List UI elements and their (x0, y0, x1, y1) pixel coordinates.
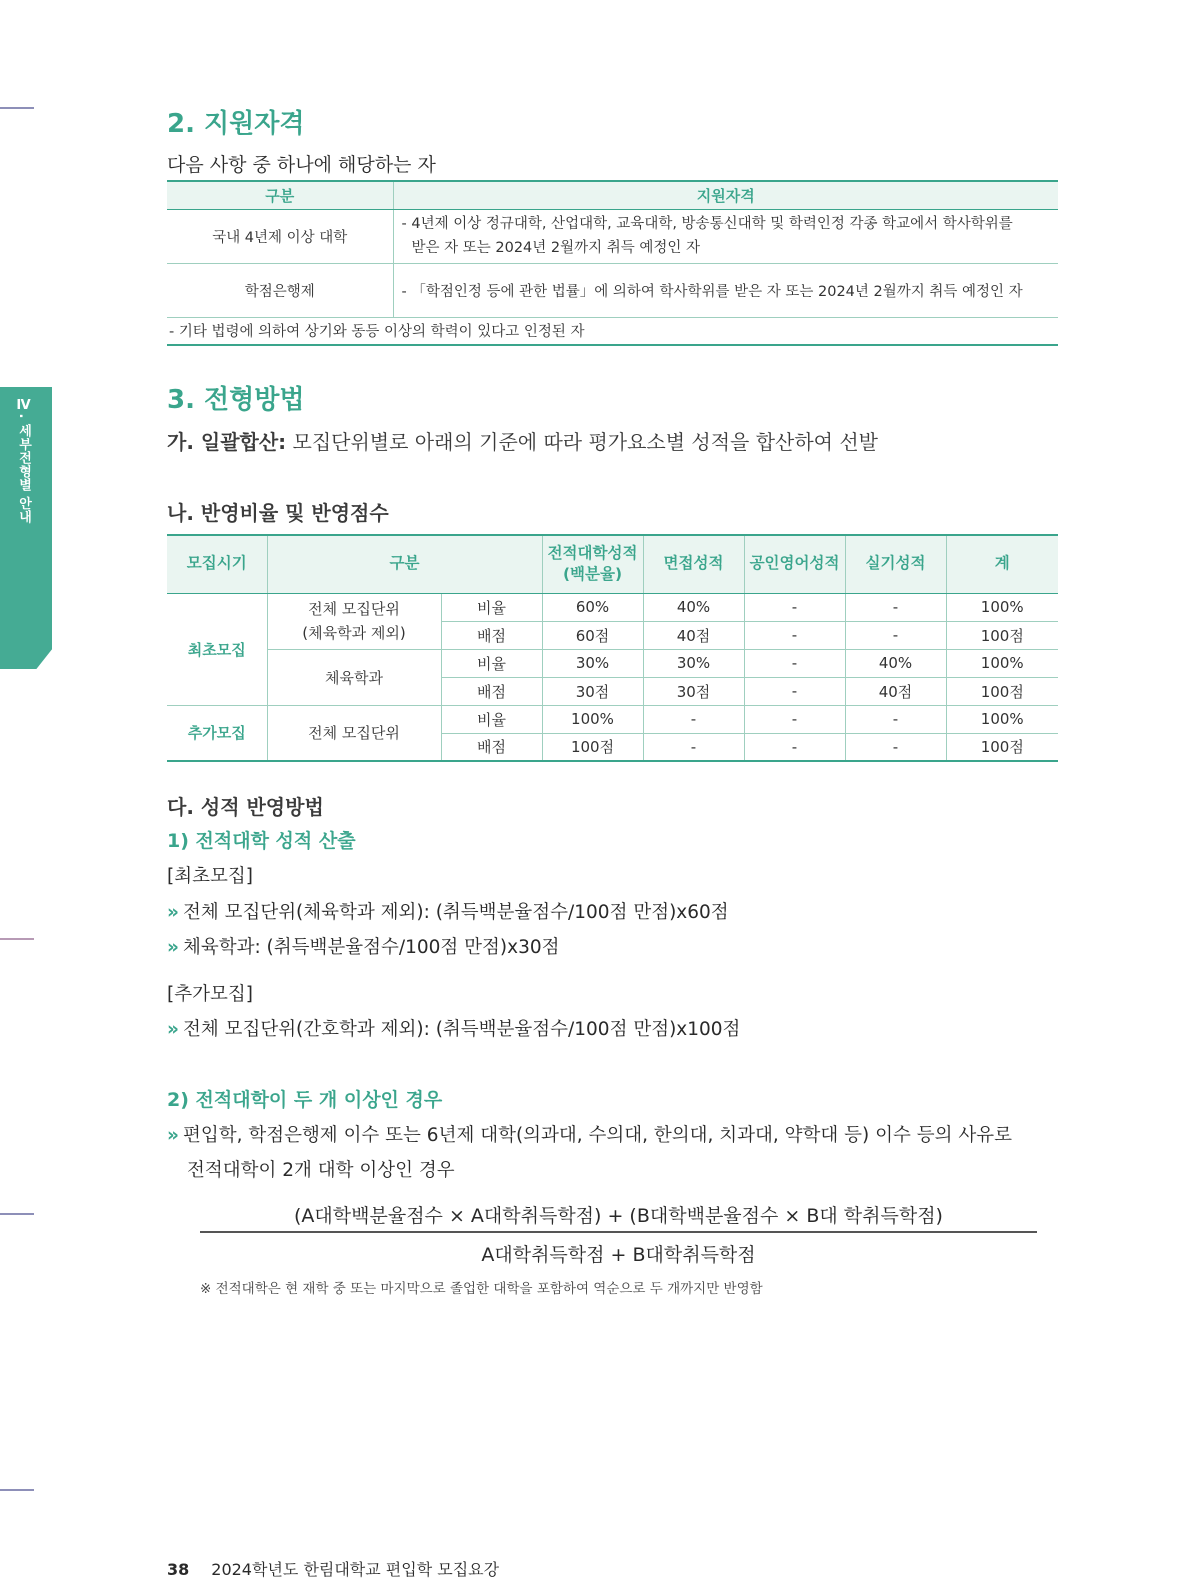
english-cell: - (744, 593, 845, 621)
interview-cell: - (643, 705, 744, 733)
ratio-header-practical: 실기성적 (845, 535, 946, 593)
ratio-header-english: 공인영어성적 (744, 535, 845, 593)
qual-line: 받은 자 또는 2024년 2월까지 취득 예정인 자 (411, 240, 700, 256)
ratio-header-transfer-line: (백분율) (562, 565, 623, 584)
practical-cell: 40점 (845, 677, 946, 705)
double-chevron-icon: » (167, 1125, 179, 1146)
practical-cell: - (845, 593, 946, 621)
practical-cell: - (845, 733, 946, 761)
ratio-header-category: 구분 (267, 535, 542, 593)
double-chevron-icon: » (167, 1019, 179, 1040)
transfer-cell: 100% (542, 705, 643, 733)
page-number: 38 (167, 1560, 190, 1579)
total-cell: 100% (946, 593, 1058, 621)
edge-mark (0, 107, 34, 109)
chapter-side-tab-label: Ⅳ. 세부전형별 안내 (16, 398, 31, 524)
qual-category: 학점은행제 (167, 263, 393, 317)
table-row (167, 209, 1058, 263)
calc-line (167, 898, 729, 924)
qual-category: 국내 4년제 이상 대학 (167, 209, 393, 263)
ratio-header-period: 모집시기 (167, 535, 267, 593)
section2-title: 2. 지원자격 (167, 109, 305, 139)
additional-recruit-label: [추가모집] (167, 984, 253, 1005)
ratio-table (167, 534, 1058, 762)
ratio-header-interview: 면접성적 (643, 535, 744, 593)
unit-general (267, 593, 441, 649)
unit-line: 전체 모집단위 (308, 600, 400, 618)
double-chevron-icon: » (167, 902, 179, 923)
section3-ga (167, 426, 878, 455)
table-row (167, 593, 1058, 621)
practical-cell: 40% (845, 649, 946, 677)
sub2-line (167, 1121, 1012, 1147)
table-row (167, 263, 1058, 317)
kind-cell: 비율 (441, 649, 542, 677)
qual-footer-row: - 기타 법령에 의하여 상기와 동등 이상의 학력이 있다고 인정된 자 (167, 317, 1058, 345)
transfer-cell: 30점 (542, 677, 643, 705)
section3-na-title: 나. 반영비율 및 반영점수 (167, 501, 389, 525)
double-chevron-icon: » (167, 937, 179, 958)
total-cell: 100% (946, 705, 1058, 733)
unit-line: (체육학과 제외) (302, 624, 406, 642)
transfer-cell: 60% (542, 593, 643, 621)
sub2-text: 편입학, 학점은행제 이수 또는 6년제 대학(의과대, 수의대, 한의대, 치과대, 약학대 등) 이수 등의 사유로 (182, 1125, 1012, 1146)
ratio-header-transfer-line: 전적대학성적 (547, 543, 638, 562)
formula-note: ※ 전적대학은 현 재학 중 또는 마지막으로 졸업한 대학을 포함하여 역순으로 두 개까지만 반영함 (200, 1281, 763, 1297)
table-row (167, 705, 1058, 733)
ratio-header-transfer (542, 535, 643, 593)
interview-cell: 40% (643, 593, 744, 621)
sub2-title: 2) 전적대학이 두 개 이상인 경우 (167, 1089, 443, 1111)
kind-cell: 비율 (441, 593, 542, 621)
formula-denominator: A대학취득학점 + B대학취득학점 (481, 1244, 756, 1266)
kind-cell: 비율 (441, 705, 542, 733)
formula-divider (200, 1231, 1037, 1233)
table-row (167, 649, 1058, 677)
ga-label: 가. 일괄합산: (167, 430, 287, 454)
kind-cell: 배점 (441, 677, 542, 705)
table-row (167, 317, 1058, 345)
period-first: 최초모집 (167, 593, 267, 705)
transfer-cell: 60점 (542, 621, 643, 649)
calc-line (167, 933, 559, 959)
interview-cell: 30% (643, 649, 744, 677)
calc-line (167, 1015, 740, 1041)
total-cell: 100점 (946, 733, 1058, 761)
calc-text: 체육학과: (취득백분율점수/100점 만점)x30점 (182, 937, 560, 958)
qual-description (393, 209, 1058, 263)
qual-header-category: 구분 (167, 181, 393, 209)
formula-numerator: (A대학백분율점수 × A대학취득학점) + (B대학백분율점수 × B대 학취득학점) (294, 1205, 943, 1227)
unit-general: 전체 모집단위 (267, 705, 441, 761)
calc-text: 전체 모집단위(체육학과 제외): (취득백분율점수/100점 만점)x60점 (182, 902, 729, 923)
ga-text: 모집단위별로 아래의 기준에 따라 평가요소별 성적을 합산하여 선발 (286, 430, 878, 454)
kind-cell: 배점 (441, 733, 542, 761)
total-cell: 100점 (946, 677, 1058, 705)
sub1-title: 1) 전적대학 성적 산출 (167, 830, 356, 852)
first-recruit-label: [최초모집] (167, 866, 253, 887)
interview-cell: 30점 (643, 677, 744, 705)
ratio-header-total: 계 (946, 535, 1058, 593)
section3-da-title: 다. 성적 반영방법 (167, 795, 324, 819)
qualification-table (167, 180, 1058, 346)
english-cell: - (744, 621, 845, 649)
section3-title: 3. 전형방법 (167, 385, 305, 415)
unit-pe: 체육학과 (267, 649, 441, 705)
edge-mark (0, 1213, 34, 1215)
practical-cell: - (845, 705, 946, 733)
english-cell: - (744, 677, 845, 705)
practical-cell: - (845, 621, 946, 649)
english-cell: - (744, 649, 845, 677)
english-cell: - (744, 705, 845, 733)
total-cell: 100% (946, 649, 1058, 677)
footer-title: 2024학년도 한림대학교 편입학 모집요강 (211, 1560, 500, 1579)
period-additional: 추가모집 (167, 705, 267, 761)
qual-line: - 4년제 이상 정규대학, 산업대학, 교육대학, 방송통신대학 및 학력인정 각종 학교에서 학사학위를 (401, 216, 1013, 232)
interview-cell: - (643, 733, 744, 761)
qual-line: - 「학점인정 등에 관한 법률」에 의하여 학사학위를 받은 자 또는 2024년 2월까지 취득 예정인 자 (393, 263, 1058, 317)
transfer-cell: 100점 (542, 733, 643, 761)
section2-lead: 다음 사항 중 하나에 해당하는 자 (167, 154, 436, 176)
kind-cell: 배점 (441, 621, 542, 649)
edge-mark (0, 938, 34, 940)
page-footer (167, 1557, 499, 1580)
transfer-cell: 30% (542, 649, 643, 677)
english-cell: - (744, 733, 845, 761)
calc-text: 전체 모집단위(간호학과 제외): (취득백분율점수/100점 만점)x100점 (182, 1019, 741, 1040)
interview-cell: 40점 (643, 621, 744, 649)
sub2-line-2: 전적대학이 2개 대학 이상인 경우 (187, 1160, 455, 1181)
edge-mark (0, 1489, 34, 1491)
total-cell: 100점 (946, 621, 1058, 649)
qual-header-qualification: 지원자격 (393, 181, 1058, 209)
